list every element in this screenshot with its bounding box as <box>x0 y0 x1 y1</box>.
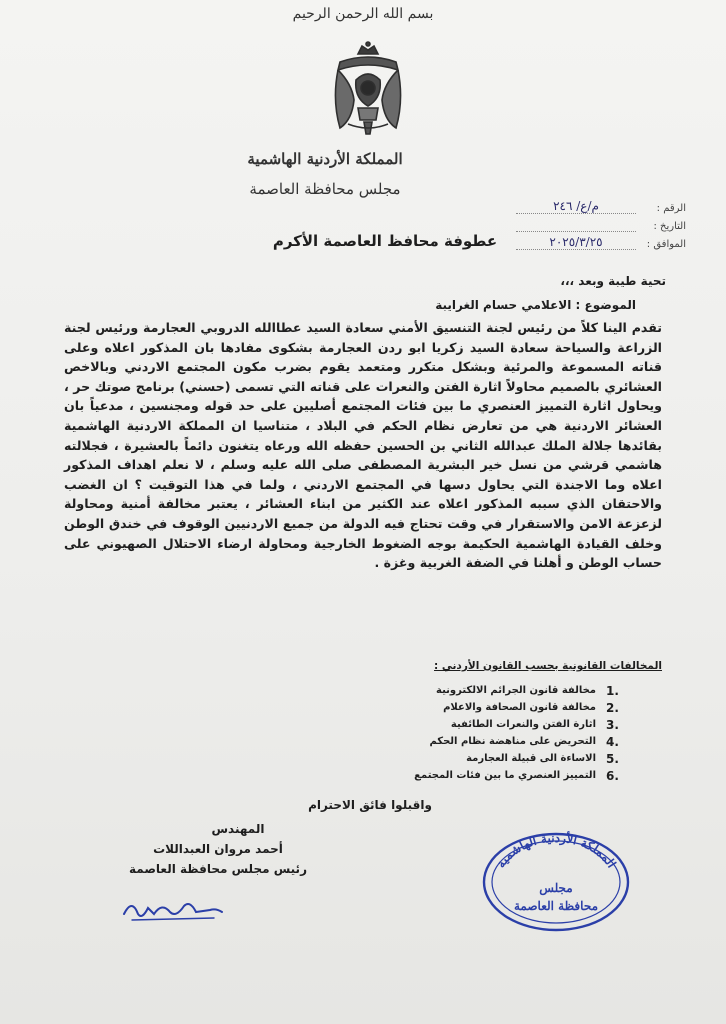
item-text: اثارة الفتن والنعرات الطائفية <box>450 719 596 730</box>
signatory-name: أحمد مروان العبداللات <box>153 842 283 856</box>
item-number: .1 <box>606 683 619 698</box>
list-item <box>370 716 630 733</box>
reference-label: الرقم : <box>656 203 686 214</box>
subject-text: الاعلامي حسام الغرايبة <box>435 298 572 312</box>
jordan-royal-crest-emblem <box>328 40 408 140</box>
item-number: .2 <box>606 700 619 715</box>
recipient: عطوفة محافظ العاصمة الأكرم <box>272 232 498 250</box>
item-number: .5 <box>606 751 619 766</box>
basmala: بسم الله الرحمن الرحيم <box>292 6 434 22</box>
item-text: التمييز العنصري ما بين فئات المجتمع <box>414 770 596 781</box>
stamp-text-bottom: محافظة العاصمة <box>513 899 599 913</box>
list-item <box>370 733 630 750</box>
council-name: مجلس محافظة العاصمة <box>249 180 401 198</box>
subject-line <box>435 298 636 312</box>
item-number: .4 <box>606 734 619 749</box>
official-stamp <box>480 830 632 934</box>
greeting: تحية طيبة وبعد ،،، <box>560 274 666 288</box>
corresponding-label: الموافق : <box>646 239 686 250</box>
item-number: .3 <box>606 717 619 732</box>
reference-row <box>516 196 686 214</box>
list-item <box>370 767 630 784</box>
subject-label: الموضوع : <box>575 298 636 312</box>
violations-list <box>370 682 630 784</box>
date-label: التاريخ : <box>653 221 686 232</box>
list-item <box>370 750 630 767</box>
handwritten-signature <box>118 892 228 924</box>
letter-body: تقدم الينا كلاً من رئيس لجنة التنسيق الأمني سعادة السيد عطاالله الدروبي العجارمة ورئيس لجنة الزراعة والسياحة سعادة السيد زكريا ابو ردن العجارمة بشكوى مفادها بان المذكور اعلاه وعلى قناته المسموعة والمرئية وبشكل متكرر ومتعمد يقوم بضرب مكون المجتمع الاردني وبالاخص العشائري بالصميم محاولاً اثارة الفتن والنعرات على قناته التي تسمى (حسني) برنامج صوتك حر ، ويحاول اثارة التمييز العنصري ما بين فئات المجتمع أصليين على حد قوله ومجنسين ، مدعياً بان العشائر الاردنية هي من تعارض نظام الحكم في البلاد ، متناسيا ان المملكة الاردنية الهاشمية بقائدها جلالة الملك عبدالله الثاني بن الحسين حفظه الله ورعاه يتغنون دائماً بالعشيرة ، فجلالته هاشمي قرشي من نسل خير البشرية المصطفى صلى الله عليه وسلم ، لا نعلم اهداف المذكور اعلاه وما الاجندة التي يحاول دسها في المجتمع الاردني ، ولما في هذا التوقيت ؟ ان الغضب والاحتقان الذي سببه المذكور اعلاه عند الكثير من ابناء العشائر ، يعتبر مخالفة أمنية ومحاولة لزعزعة الامن والاستقرار في وقت تحتاج فيه الدولة من جميع الاردنيين الوقوف في خندق الوطن وخلف القيادة الهاشمية الحكيمة بوجه الضغوط الخارجية ومحاولة ارضاء الاحتلال الصهيوني على حساب الوطن و أهلنا في الضفة الغربية وغزة . <box>64 320 662 571</box>
item-text: مخالفة قانون الصحافة والاعلام <box>443 702 596 713</box>
stamp-text-top: المملكة الأردنية الهاشمية <box>493 830 619 871</box>
list-item <box>370 699 630 716</box>
list-item <box>370 682 630 699</box>
closing-line: واقبلوا فائق الاحترام <box>308 798 432 812</box>
kingdom-name: المملكة الأردنية الهاشمية <box>247 150 403 168</box>
signatory-title: المهندس <box>211 822 265 836</box>
svg-text:المملكة الأردنية الهاشمية <box>493 831 618 871</box>
date-row <box>516 214 686 232</box>
item-number: .6 <box>606 768 619 783</box>
item-text: التحريض على مناهضة نظام الحكم <box>429 736 596 747</box>
item-text: مخالفة قانون الجرائم الالكترونية <box>436 685 596 696</box>
stamp-text-middle: مجلس <box>539 881 573 895</box>
item-text: الاساءة الى قبيلة العجارمة <box>466 753 596 764</box>
violations-title: المخالفات القانونية بحسب القانون الأردني : <box>434 660 662 672</box>
corresponding-value: ٢٠٢٥/٣/٢٥ <box>516 235 636 250</box>
reference-value: م/ع/ ٢٤٦ <box>516 199 636 214</box>
signatory-position: رئيس مجلس محافظة العاصمة <box>129 862 307 876</box>
